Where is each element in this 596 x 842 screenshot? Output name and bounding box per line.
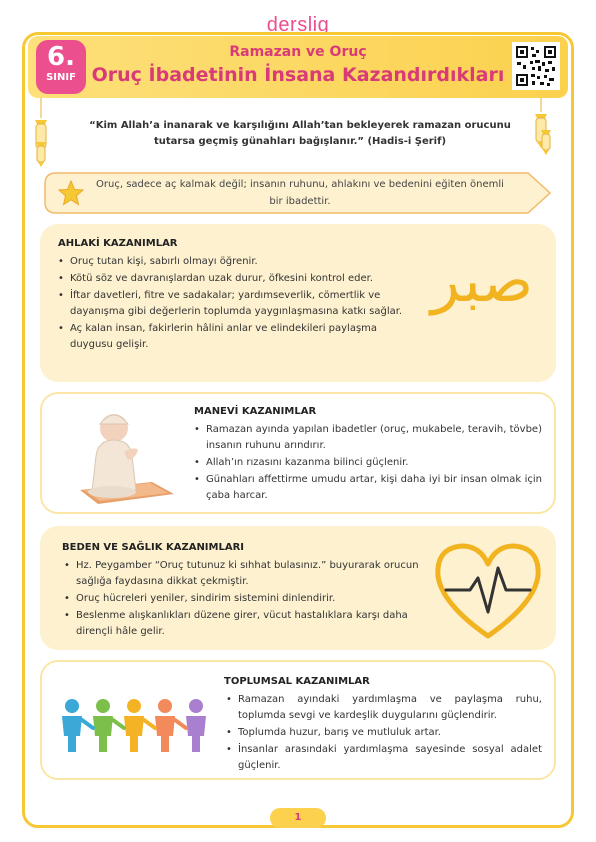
praying-child-illustration xyxy=(72,402,182,508)
page-subtitle: Ramazan ve Oruç xyxy=(229,44,367,60)
section-title: BEDEN VE SAĞLIK KAZANIMLARI xyxy=(62,542,245,553)
hadith-quote: “Kim Allah’a inanarak ve karşılığını Allah’tan bekleyerek ramazan orucunu tutarsa geçmiş günahları bağışlanır.” (Hadis-i Şerif) xyxy=(89,120,511,147)
card-ahlaki xyxy=(40,224,556,382)
list-item: • Toplumda huzur, barış ve mutluluk artar. xyxy=(224,725,542,741)
header-banner xyxy=(28,36,568,98)
list-item: • Günahları affettirme umudu artar, kişi daha iyi bir insan olmak için çaba harcar. xyxy=(192,472,542,504)
star-icon xyxy=(58,180,84,206)
section-title: AHLAKİ KAZANIMLAR xyxy=(58,238,178,249)
list-item: • Beslenme alışkanlıkları düzene girer, vücut hastalıklara karşı daha dirençli hâle gelir. xyxy=(62,608,422,640)
heart-heartbeat-icon xyxy=(432,538,544,642)
section-title: MANEVİ KAZANIMLAR xyxy=(194,406,317,417)
brand-logo: derslig xyxy=(266,14,330,36)
manevi-list xyxy=(192,422,542,505)
list-item: • Hz. Peygamber “Oruç tutunuz ki sıhhat bulasınız.” buyurarak orucun sağlığa faydasına dikkat çekmiştir. xyxy=(62,558,422,590)
intro-banner xyxy=(44,172,552,214)
lantern-icon xyxy=(32,140,50,170)
page-title: Oruç İbadetinin İnsana Kazandırdıkları xyxy=(91,64,505,86)
grade-number: 6. xyxy=(47,42,75,72)
card-beden xyxy=(40,526,556,650)
list-item: • Kötü söz ve davranışlardan uzak durur, öfkesini kontrol eder. xyxy=(56,271,416,287)
list-item: • Aç kalan insan, fakirlerin hâlini anlar ve elindekileri paylaşma duygusu gelişir. xyxy=(56,321,416,353)
page-number: 1 xyxy=(270,808,326,828)
people-holding-hands-icon xyxy=(56,698,214,754)
ahlaki-list xyxy=(56,254,416,354)
grade-label: SINIF xyxy=(46,72,76,83)
lantern-icon xyxy=(538,128,554,158)
list-item: • Allah’ın rızasını kazanma bilinci güçlenir. xyxy=(192,455,542,471)
list-item: • İnsanlar arasındaki yardımlaşma sayesinde sosyal adalet güçlenir. xyxy=(224,742,542,774)
qr-code[interactable] xyxy=(512,42,560,90)
section-title: TOPLUMSAL KAZANIMLAR xyxy=(224,676,370,687)
list-item: • İftar davetleri, fitre ve sadakalar; yardımseverlik, cömertlik ve dayanışma gibi değerlerin toplumda yaygınlaşmasına katkı sağlar. xyxy=(56,288,416,320)
card-manevi xyxy=(40,392,556,514)
sabr-calligraphy: صبر xyxy=(430,246,534,316)
beden-list xyxy=(62,558,422,641)
list-item: • Ramazan ayında yapılan ibadetler (oruç, mukabele, teravih, tövbe) insanın ruhunu arındırır. xyxy=(192,422,542,454)
list-item: • Ramazan ayındaki yardımlaşma ve paylaşma ruhu, toplumda sevgi ve kardeşlik duygularını güçlendirir. xyxy=(224,692,542,724)
intro-text: Oruç, sadece aç kalmak değil; insanın ruhunu, ahlakını ve bedenini eğiten önemli bir ibadettir. xyxy=(96,179,504,207)
list-item: • Oruç hücreleri yeniler, sindirim sistemini dinlendirir. xyxy=(62,591,422,607)
list-item: • Oruç tutan kişi, sabırlı olmayı öğrenir. xyxy=(56,254,416,270)
card-toplumsal xyxy=(40,660,556,780)
toplumsal-list xyxy=(224,692,542,775)
